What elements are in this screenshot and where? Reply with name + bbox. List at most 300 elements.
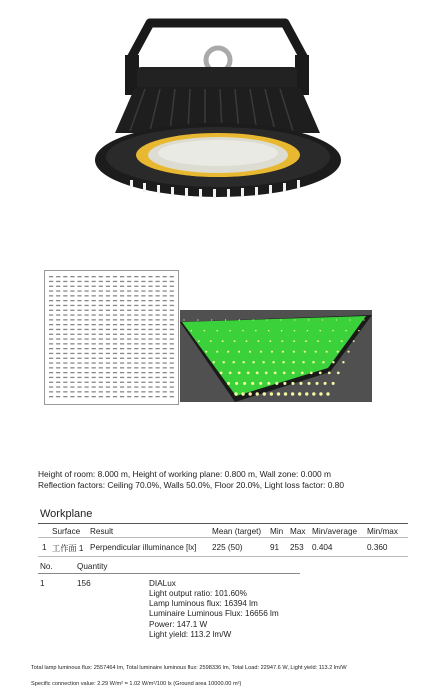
grid-value-mark: [120, 281, 124, 282]
grid-value-mark: [170, 305, 174, 306]
grid-value-mark: [63, 319, 67, 320]
luminaire-light-spot: [232, 361, 234, 363]
grid-value-mark: [163, 382, 167, 383]
grid-value-mark: [134, 300, 138, 301]
luminaire-light-spot: [305, 392, 308, 395]
grid-value-mark: [56, 290, 60, 291]
header-quantity: Quantity: [77, 562, 108, 571]
grid-value-mark: [120, 391, 124, 392]
grid-value-mark: [92, 319, 96, 320]
grid-value-mark: [148, 276, 152, 277]
luminaire-light-spot: [238, 371, 241, 374]
grid-value-mark: [148, 305, 152, 306]
value-grid-graphic: [45, 271, 178, 404]
header-max: Max: [290, 527, 306, 536]
luminaire-light-spot: [284, 392, 287, 395]
luminaire-light-spot: [247, 371, 250, 374]
luminaire-light-spot: [332, 330, 334, 332]
grid-value-mark: [170, 290, 174, 291]
grid-value-mark: [156, 305, 160, 306]
grid-value-mark: [92, 300, 96, 301]
luminaire-light-spot: [274, 371, 277, 374]
3d-room-rendering: [180, 310, 372, 402]
grid-value-mark: [163, 391, 167, 392]
grid-value-mark: [106, 281, 110, 282]
grid-value-mark: [106, 286, 110, 287]
grid-value-mark: [70, 348, 74, 349]
grid-value-mark: [63, 386, 67, 387]
grid-value-mark: [127, 314, 131, 315]
grid-value-mark: [70, 391, 74, 392]
luminaire-detail: Light yield: 113.2 lm/W: [149, 630, 232, 639]
grid-value-mark: [134, 391, 138, 392]
luminaire-light-spot: [242, 330, 244, 332]
grid-value-mark: [63, 348, 67, 349]
grid-value-mark: [141, 358, 145, 359]
grid-value-mark: [56, 353, 60, 354]
grid-value-mark: [156, 295, 160, 296]
grid-value-mark: [99, 300, 103, 301]
luminaire-light-spot: [307, 382, 310, 385]
luminaire-light-spot: [281, 330, 283, 332]
header-min-max: Min/max: [367, 527, 398, 536]
grid-value-mark: [63, 324, 67, 325]
grid-value-mark: [141, 334, 145, 335]
grid-value-mark: [63, 391, 67, 392]
grid-value-mark: [170, 314, 174, 315]
grid-value-mark: [127, 300, 131, 301]
luminaire-light-spot: [312, 392, 315, 395]
grid-value-mark: [92, 338, 96, 339]
grid-value-mark: [170, 338, 174, 339]
luminaire-light-spot: [243, 382, 246, 385]
grid-value-mark: [56, 334, 60, 335]
grid-value-mark: [70, 338, 74, 339]
grid-value-mark: [85, 300, 89, 301]
grid-value-mark: [156, 362, 160, 363]
grid-value-mark: [56, 348, 60, 349]
grid-value-mark: [170, 281, 174, 282]
grid-value-mark: [70, 396, 74, 397]
luminaire-detail: Power: 147.1 W: [149, 620, 208, 629]
grid-value-mark: [120, 334, 124, 335]
grid-value-mark: [77, 343, 81, 344]
grid-value-mark: [56, 319, 60, 320]
grid-value-mark: [120, 343, 124, 344]
luminaire-light-spot: [310, 371, 313, 374]
luminaire-light-spot: [363, 319, 364, 320]
grid-value-mark: [85, 377, 89, 378]
luminaire-light-spot: [319, 371, 322, 374]
grid-value-mark: [113, 343, 117, 344]
grid-value-mark: [92, 305, 96, 306]
luminaire-light-spot: [183, 319, 184, 320]
grid-value-mark: [49, 358, 53, 359]
grid-value-mark: [141, 281, 145, 282]
luminaire-light-spot: [269, 340, 271, 342]
grid-value-mark: [113, 310, 117, 311]
grid-value-mark: [106, 348, 110, 349]
grid-value-mark: [148, 353, 152, 354]
grid-value-mark: [170, 358, 174, 359]
grid-value-mark: [99, 377, 103, 378]
grid-value-mark: [106, 314, 110, 315]
grid-value-mark: [120, 358, 124, 359]
grid-value-mark: [127, 290, 131, 291]
grid-value-mark: [99, 362, 103, 363]
grid-value-mark: [156, 324, 160, 325]
grid-value-mark: [163, 377, 167, 378]
grid-value-mark: [120, 319, 124, 320]
grid-value-mark: [163, 310, 167, 311]
row-result: Perpendicular illuminance [lx]: [90, 543, 197, 552]
grid-value-mark: [85, 286, 89, 287]
grid-value-mark: [77, 396, 81, 397]
luminaire-light-spot: [225, 319, 226, 320]
grid-value-mark: [170, 286, 174, 287]
grid-value-mark: [120, 295, 124, 296]
luminaire-light-spot: [302, 361, 304, 363]
grid-value-mark: [56, 362, 60, 363]
luminaire-light-spot: [292, 361, 294, 363]
grid-value-mark: [92, 386, 96, 387]
grid-value-mark: [127, 386, 131, 387]
grid-value-mark: [113, 382, 117, 383]
luminaire-light-spot: [319, 392, 322, 395]
grid-value-mark: [56, 314, 60, 315]
grid-value-mark: [120, 382, 124, 383]
grid-value-mark: [148, 343, 152, 344]
row-min-average: 0.404: [312, 543, 333, 552]
grid-value-mark: [163, 276, 167, 277]
grid-value-mark: [163, 324, 167, 325]
luminaire-light-spot: [239, 319, 240, 320]
grid-value-mark: [56, 286, 60, 287]
grid-value-mark: [148, 314, 152, 315]
grid-value-mark: [170, 300, 174, 301]
grid-value-mark: [156, 334, 160, 335]
grid-value-mark: [163, 367, 167, 368]
grid-value-mark: [85, 310, 89, 311]
illuminance-value-grid: [44, 270, 179, 405]
grid-value-mark: [49, 396, 53, 397]
grid-value-mark: [134, 314, 138, 315]
grid-value-mark: [99, 310, 103, 311]
grid-value-mark: [141, 295, 145, 296]
grid-value-mark: [134, 396, 138, 397]
grid-value-mark: [92, 334, 96, 335]
grid-value-mark: [106, 334, 110, 335]
grid-value-mark: [49, 343, 53, 344]
grid-value-mark: [92, 329, 96, 330]
grid-value-mark: [163, 329, 167, 330]
luminaire-light-spot: [246, 340, 248, 342]
grid-value-mark: [56, 324, 60, 325]
grid-value-mark: [106, 343, 110, 344]
grid-value-mark: [134, 324, 138, 325]
reflection-factors-info: Reflection factors: Ceiling 70.0%, Walls 50.0%, Floor 20.0%, Light loss factor: 0.80: [38, 480, 344, 490]
grid-value-mark: [134, 295, 138, 296]
luminaire-light-spot: [280, 319, 281, 320]
grid-value-mark: [120, 377, 124, 378]
grid-value-mark: [170, 348, 174, 349]
luminaire-light-spot: [322, 319, 323, 320]
luminaire-light-spot: [211, 319, 212, 320]
grid-value-mark: [156, 310, 160, 311]
grid-value-mark: [170, 324, 174, 325]
grid-value-mark: [63, 286, 67, 287]
grid-value-mark: [85, 338, 89, 339]
luminaire-light-spot: [227, 351, 229, 353]
grid-value-mark: [49, 314, 53, 315]
grid-value-mark: [120, 314, 124, 315]
grid-value-mark: [170, 396, 174, 397]
grid-value-mark: [134, 362, 138, 363]
grid-value-mark: [148, 396, 152, 397]
grid-value-mark: [106, 377, 110, 378]
grid-value-mark: [134, 281, 138, 282]
grid-value-mark: [106, 300, 110, 301]
luminaire-light-spot: [345, 330, 347, 332]
grid-value-mark: [134, 382, 138, 383]
luminaire-light-spot: [197, 319, 198, 320]
grid-value-mark: [134, 377, 138, 378]
grid-value-mark: [106, 391, 110, 392]
grid-value-mark: [85, 386, 89, 387]
header-result: Result: [90, 527, 114, 536]
grid-value-mark: [170, 319, 174, 320]
grid-value-mark: [99, 396, 103, 397]
luminaire-detail: Light output ratio: 101.60%: [149, 589, 247, 598]
grid-value-mark: [120, 276, 124, 277]
grid-value-mark: [127, 295, 131, 296]
grid-value-mark: [163, 358, 167, 359]
grid-value-mark: [148, 281, 152, 282]
grid-value-mark: [70, 343, 74, 344]
grid-value-mark: [113, 386, 117, 387]
grid-value-mark: [85, 391, 89, 392]
luminaire-light-spot: [216, 351, 218, 353]
grid-value-mark: [85, 367, 89, 368]
grid-value-mark: [99, 281, 103, 282]
workplane-table-end: [38, 556, 408, 557]
luminaire-light-spot: [198, 340, 200, 342]
row-max: 253: [290, 543, 304, 552]
grid-value-mark: [170, 276, 174, 277]
grid-value-mark: [134, 334, 138, 335]
luminaire-light-spot: [255, 330, 257, 332]
grid-value-mark: [106, 362, 110, 363]
grid-value-mark: [63, 358, 67, 359]
grid-value-mark: [70, 386, 74, 387]
grid-value-mark: [148, 362, 152, 363]
luminaire-light-spot: [322, 361, 324, 363]
grid-value-mark: [99, 314, 103, 315]
grid-value-mark: [170, 310, 174, 311]
grid-value-mark: [163, 290, 167, 291]
grid-value-mark: [120, 329, 124, 330]
luminaire-light-spot: [248, 392, 251, 395]
grid-value-mark: [70, 372, 74, 373]
grid-value-mark: [99, 372, 103, 373]
row-index: 1: [42, 543, 47, 552]
grid-value-mark: [141, 386, 145, 387]
grid-value-mark: [113, 353, 117, 354]
luminaire-header-divider: [38, 573, 300, 574]
grid-value-mark: [77, 305, 81, 306]
grid-value-mark: [92, 286, 96, 287]
grid-value-mark: [163, 338, 167, 339]
luminaire-light-spot: [216, 330, 218, 332]
grid-value-mark: [77, 276, 81, 277]
grid-value-mark: [56, 391, 60, 392]
grid-value-mark: [163, 343, 167, 344]
luminaire-light-spot: [268, 330, 270, 332]
grid-value-mark: [85, 319, 89, 320]
grid-value-mark: [163, 386, 167, 387]
grid-value-mark: [99, 353, 103, 354]
luminaire-light-spot: [301, 371, 304, 374]
grid-value-mark: [77, 324, 81, 325]
grid-value-mark: [148, 329, 152, 330]
luminaire-light-spot: [253, 319, 254, 320]
grid-value-mark: [156, 286, 160, 287]
grid-value-mark: [113, 391, 117, 392]
grid-value-mark: [106, 353, 110, 354]
grid-value-mark: [70, 305, 74, 306]
grid-value-mark: [77, 310, 81, 311]
grid-value-mark: [127, 319, 131, 320]
grid-value-mark: [113, 329, 117, 330]
grid-value-mark: [56, 329, 60, 330]
grid-value-mark: [77, 286, 81, 287]
luminaire-light-spot: [326, 351, 328, 353]
luminaire-light-spot: [332, 361, 334, 363]
luminaire-light-spot: [293, 351, 295, 353]
luminaire-light-spot: [238, 351, 240, 353]
luminaire-light-spot: [305, 340, 307, 342]
grid-value-mark: [106, 329, 110, 330]
grid-value-mark: [141, 382, 145, 383]
grid-value-mark: [141, 353, 145, 354]
grid-value-mark: [63, 305, 67, 306]
grid-value-mark: [56, 377, 60, 378]
grid-value-mark: [85, 343, 89, 344]
luminaire-light-spot: [353, 340, 355, 342]
grid-value-mark: [134, 353, 138, 354]
grid-value-mark: [134, 276, 138, 277]
grid-value-mark: [56, 367, 60, 368]
grid-value-mark: [56, 310, 60, 311]
grid-value-mark: [134, 372, 138, 373]
grid-value-mark: [120, 338, 124, 339]
grid-value-mark: [141, 310, 145, 311]
luminaire-light-spot: [307, 330, 309, 332]
grid-value-mark: [141, 377, 145, 378]
header-surface: Surface: [52, 527, 81, 536]
luminaire-light-spot: [191, 330, 193, 332]
luminaire-light-spot: [294, 330, 296, 332]
grid-value-mark: [106, 358, 110, 359]
grid-value-mark: [92, 310, 96, 311]
grid-value-mark: [63, 338, 67, 339]
grid-value-mark: [49, 319, 53, 320]
grid-value-mark: [63, 300, 67, 301]
grid-value-mark: [99, 338, 103, 339]
grid-value-mark: [49, 353, 53, 354]
grid-value-mark: [56, 343, 60, 344]
grid-value-mark: [148, 290, 152, 291]
grid-value-mark: [127, 324, 131, 325]
grid-value-mark: [63, 362, 67, 363]
luminaire-light-spot: [282, 361, 284, 363]
luminaire-light-spot: [222, 361, 224, 363]
grid-value-mark: [49, 290, 53, 291]
grid-value-mark: [120, 310, 124, 311]
grid-value-mark: [170, 343, 174, 344]
grid-value-mark: [148, 286, 152, 287]
grid-value-mark: [92, 391, 96, 392]
grid-value-mark: [92, 367, 96, 368]
grid-value-mark: [127, 358, 131, 359]
grid-value-mark: [85, 358, 89, 359]
grid-value-mark: [56, 305, 60, 306]
grid-value-mark: [77, 372, 81, 373]
grid-value-mark: [92, 290, 96, 291]
luminaire-light-spot: [210, 340, 212, 342]
grid-value-mark: [156, 281, 160, 282]
grid-value-mark: [156, 348, 160, 349]
grid-value-mark: [56, 382, 60, 383]
grid-value-mark: [120, 353, 124, 354]
grid-value-mark: [85, 353, 89, 354]
grid-value-mark: [63, 343, 67, 344]
grid-value-mark: [106, 338, 110, 339]
grid-value-mark: [70, 367, 74, 368]
luminaire-detail: DIALux: [149, 579, 176, 588]
grid-value-mark: [141, 290, 145, 291]
luminaire-light-spot: [212, 361, 214, 363]
grid-value-mark: [127, 310, 131, 311]
luminaire-light-spot: [341, 340, 343, 342]
grid-value-mark: [49, 310, 53, 311]
grid-value-mark: [134, 286, 138, 287]
grid-value-mark: [141, 324, 145, 325]
luminaire-light-spot: [277, 392, 280, 395]
grid-value-mark: [56, 338, 60, 339]
grid-value-mark: [49, 391, 53, 392]
grid-value-mark: [77, 353, 81, 354]
luminaire-light-spot: [319, 330, 321, 332]
grid-value-mark: [77, 382, 81, 383]
grid-value-mark: [141, 300, 145, 301]
grid-value-mark: [141, 348, 145, 349]
grid-value-mark: [70, 377, 74, 378]
grid-value-mark: [77, 319, 81, 320]
grid-value-mark: [113, 396, 117, 397]
luminaire-light-spot: [298, 392, 301, 395]
luminaire-light-spot: [316, 382, 319, 385]
grid-value-mark: [70, 329, 74, 330]
grid-value-mark: [127, 391, 131, 392]
grid-value-mark: [134, 310, 138, 311]
grid-value-mark: [120, 386, 124, 387]
grid-value-mark: [56, 396, 60, 397]
grid-value-mark: [77, 391, 81, 392]
grid-value-mark: [49, 334, 53, 335]
grid-value-mark: [127, 348, 131, 349]
workplane-title: Workplane: [40, 508, 93, 520]
